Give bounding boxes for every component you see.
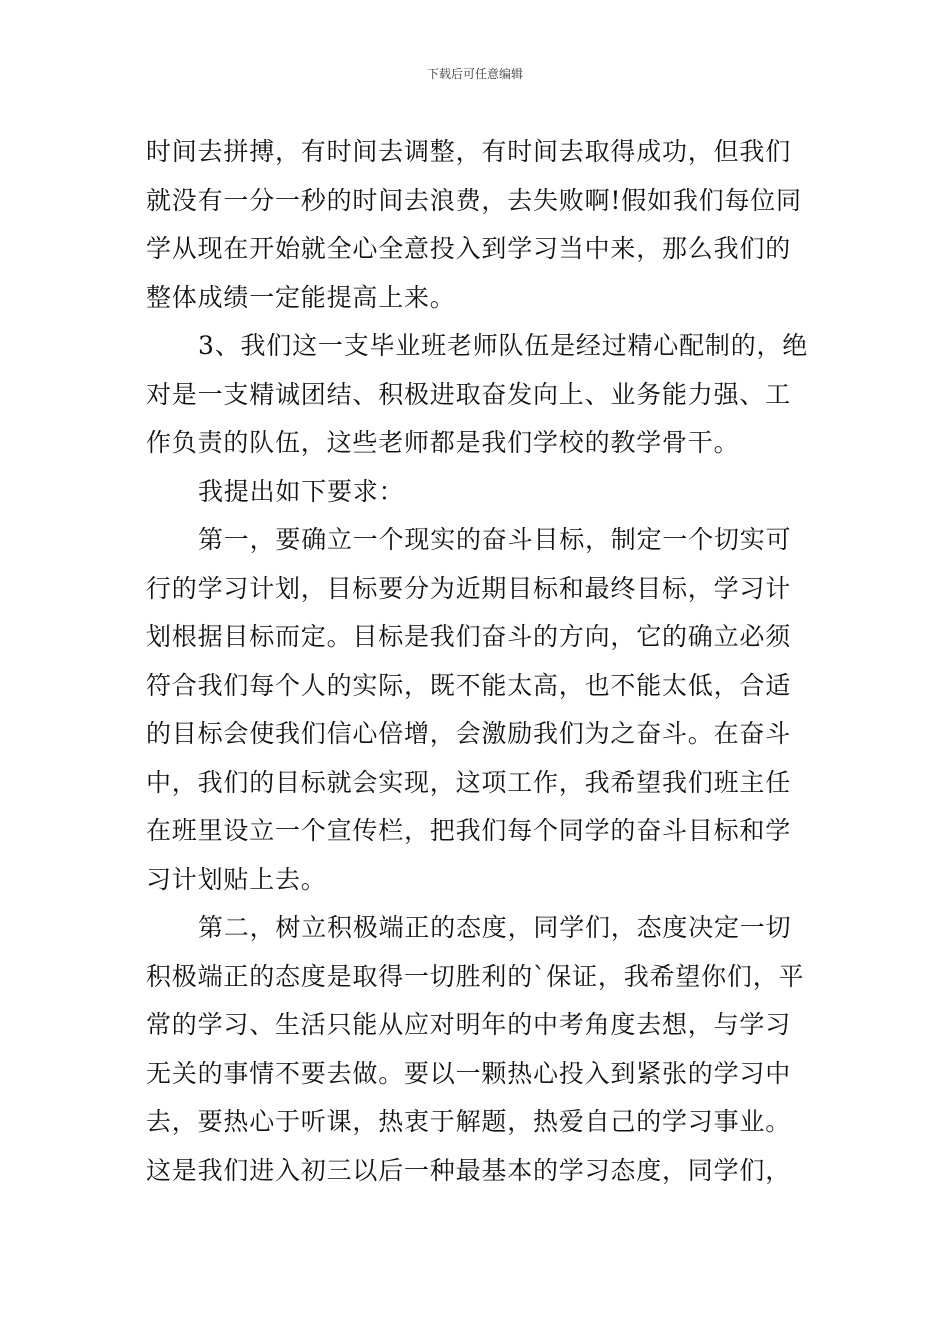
- text-line: 我提出如下要求：: [198, 476, 405, 506]
- text-line: 就没有一分一秒的时间去浪费，去失败啊!假如我们每位同: [146, 185, 802, 215]
- text-line: 时间去拼搏，有时间去调整，有时间去取得成功，但我们: [146, 137, 792, 166]
- text-line: 习计划贴上去。: [146, 864, 327, 894]
- text-line: 对是一支精诚团结、积极进取奋发向上、业务能力强、工: [146, 379, 792, 409]
- page-header: 下载后可任意编辑: [426, 67, 523, 81]
- text-line: 行的学习计划，目标要分为近期目标和最终目标，学习计: [146, 573, 792, 603]
- text-line: 去，要热心于听课，热衷于解题，热爱自己的学习事业。: [146, 1107, 792, 1136]
- document-body: [146, 128, 810, 1195]
- text-line: 积极端正的态度是取得一切胜利的`保证，我希望你们，平: [146, 961, 805, 991]
- text-line: 在班里设立一个宣传栏，把我们每个同学的奋斗目标和学: [146, 816, 792, 845]
- text-line: 整体成绩一定能提高上来。: [146, 282, 456, 312]
- text-line: 符合我们每个人的实际，既不能太高，也不能太低，合适: [146, 670, 792, 700]
- text-line: 的目标会使我们信心倍增，会激励我们为之奋斗。在奋斗: [146, 719, 792, 748]
- text-line: 无关的事情不要去做。要以一颗热心投入到紧张的学习中: [146, 1058, 792, 1088]
- text-line: 作负责的队伍，这些老师都是我们学校的教学骨干。: [146, 428, 740, 457]
- text-line: 常的学习、生活只能从应对明年的中考角度去想，与学习: [146, 1010, 792, 1039]
- text-line: 这是我们进入初三以后一种最基本的学习态度，同学们，: [146, 1155, 792, 1185]
- text-line: 学从现在开始就全心全意投入到学习当中来，那么我们的: [146, 234, 792, 263]
- text-line: 第二，树立积极端正的态度，同学们，态度决定一切: [198, 913, 792, 942]
- text-line: 中，我们的目标就会实现，这项工作，我希望我们班主任: [146, 767, 792, 797]
- text-line: 3、我们这一支毕业班老师队伍是经过精心配制的，绝: [198, 331, 809, 360]
- text-line: 划根据目标而定。目标是我们奋斗的方向，它的确立必须: [146, 622, 792, 651]
- text-line: 第一，要确立一个现实的奋斗目标，制定一个切实可: [198, 525, 792, 554]
